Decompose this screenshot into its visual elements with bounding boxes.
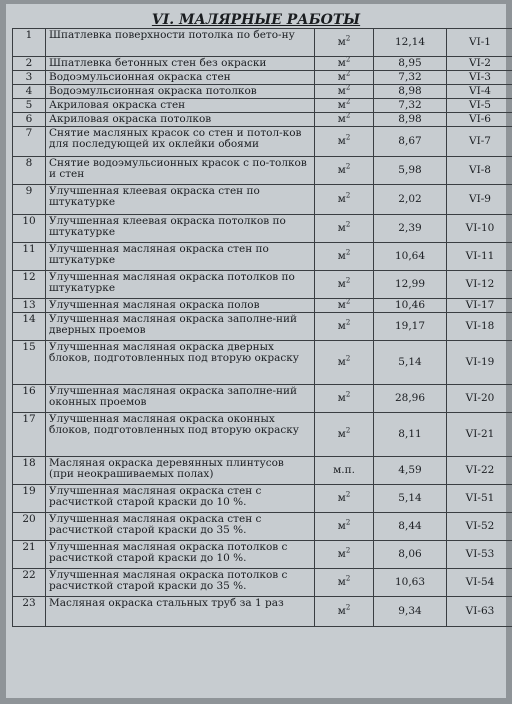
- row-number-text: 20: [22, 513, 36, 525]
- unit-text: м: [337, 164, 346, 176]
- reference-code: [447, 127, 512, 157]
- table-row: [13, 157, 512, 185]
- reference-code-text: VI-8: [469, 164, 491, 176]
- price-value: [374, 85, 447, 99]
- work-name: [46, 127, 315, 157]
- price-value: [374, 99, 447, 113]
- price-value-text: 10,46: [394, 299, 426, 311]
- reference-code-text: VI-18: [465, 320, 495, 332]
- unit-text: м: [337, 193, 346, 205]
- unit-text: м: [337, 428, 346, 440]
- reference-code: [447, 113, 512, 127]
- unit: [315, 127, 374, 157]
- price-value: [374, 29, 447, 57]
- row-number: [13, 215, 46, 243]
- row-number: [13, 569, 46, 597]
- work-name-text: Улучшенная масляная окраска потолков по штукатурке: [49, 271, 295, 294]
- work-name: [46, 457, 315, 485]
- work-name: [46, 569, 315, 597]
- row-number: [13, 385, 46, 413]
- unit: [315, 29, 374, 57]
- reference-code: [447, 513, 512, 541]
- unit: [315, 597, 374, 627]
- unit: [315, 215, 374, 243]
- price-value: [374, 113, 447, 127]
- reference-code: [447, 457, 512, 485]
- unit-exponent: 2: [345, 354, 351, 363]
- reference-code-text: VI-22: [465, 464, 495, 476]
- unit-exponent: 2: [345, 112, 351, 120]
- row-number: [13, 485, 46, 513]
- row-number: [13, 413, 46, 457]
- row-number-text: 16: [22, 385, 36, 397]
- unit-exponent: 2: [345, 490, 351, 499]
- unit: [315, 457, 374, 485]
- work-name: [46, 185, 315, 215]
- work-name-text: Улучшенная масляная окраска стен с расчисткой старой краски до 35 %.: [49, 513, 262, 536]
- table-row: [13, 569, 512, 597]
- price-table: [12, 28, 512, 627]
- row-number-text: 17: [22, 413, 36, 425]
- unit-exponent: 2: [345, 603, 351, 612]
- price-value: [374, 457, 447, 485]
- unit-exponent: 2: [345, 84, 351, 92]
- unit-text: м: [337, 520, 346, 532]
- unit-exponent: 2: [345, 56, 351, 64]
- price-value: [374, 243, 447, 271]
- price-list-sheet: [6, 4, 506, 698]
- work-name-text: Акриловая окраска стен: [49, 99, 186, 111]
- price-value-text: 8,44: [398, 520, 422, 532]
- work-name-text: Акриловая окраска потолков: [49, 113, 212, 125]
- reference-code-text: VI-12: [465, 278, 495, 290]
- row-number-text: 14: [22, 313, 36, 325]
- work-name: [46, 215, 315, 243]
- table-row: [13, 243, 512, 271]
- row-number-text: 8: [25, 157, 33, 169]
- row-number: [13, 85, 46, 99]
- reference-code: [447, 541, 512, 569]
- work-name: [46, 513, 315, 541]
- row-number-text: 3: [25, 71, 33, 83]
- unit: [315, 157, 374, 185]
- work-name-text: Шпатлевка бетонных стен без окраски: [49, 57, 267, 69]
- reference-code: [447, 569, 512, 597]
- work-name-text: Снятие водоэмульсионных красок с по-толков и стен: [49, 157, 307, 180]
- row-number-text: 1: [25, 29, 33, 41]
- price-value-text: 19,17: [394, 320, 426, 332]
- table-row: [13, 385, 512, 413]
- price-value-text: 8,11: [398, 428, 422, 440]
- price-value-text: 4,59: [398, 464, 422, 476]
- price-value-text: 10,64: [394, 250, 426, 262]
- unit-text: м: [337, 113, 346, 125]
- unit-text: м: [337, 71, 346, 83]
- unit-exponent: 2: [345, 191, 351, 200]
- unit: [315, 569, 374, 597]
- price-value: [374, 271, 447, 299]
- unit: [315, 541, 374, 569]
- unit-text: м.п.: [333, 464, 355, 476]
- row-number: [13, 113, 46, 127]
- price-value-text: 8,06: [398, 548, 422, 560]
- work-name-text: Улучшенная масляная окраска заполне-ний оконных проемов: [49, 385, 298, 408]
- row-number: [13, 185, 46, 215]
- unit-exponent: 2: [345, 426, 351, 435]
- price-value: [374, 127, 447, 157]
- unit-exponent: 2: [345, 518, 351, 527]
- row-number: [13, 243, 46, 271]
- price-value: [374, 299, 447, 313]
- reference-code: [447, 157, 512, 185]
- row-number: [13, 299, 46, 313]
- reference-code-text: VI-3: [469, 71, 491, 83]
- price-value-text: 7,32: [398, 99, 422, 111]
- unit-text: м: [337, 548, 346, 560]
- work-name: [46, 341, 315, 385]
- row-number: [13, 57, 46, 71]
- work-name: [46, 385, 315, 413]
- reference-code: [447, 243, 512, 271]
- row-number-text: 7: [25, 127, 33, 139]
- reference-code-text: VI-4: [469, 85, 491, 97]
- work-name-text: Улучшенная масляная окраска полов: [49, 299, 260, 311]
- unit: [315, 271, 374, 299]
- reference-code-text: VI-63: [465, 605, 495, 617]
- unit: [315, 485, 374, 513]
- row-number: [13, 541, 46, 569]
- work-name: [46, 57, 315, 71]
- row-number: [13, 157, 46, 185]
- reference-code: [447, 185, 512, 215]
- unit: [315, 513, 374, 541]
- price-value: [374, 569, 447, 597]
- unit-text: м: [337, 278, 346, 290]
- unit-text: м: [337, 299, 346, 311]
- reference-code: [447, 413, 512, 457]
- work-name-text: Масляная окраска стальных труб за 1 раз: [49, 597, 284, 609]
- unit-text: м: [337, 57, 346, 69]
- unit: [315, 413, 374, 457]
- work-name-text: Улучшенная масляная окраска потолков с расчисткой старой краски до 35 %.: [49, 569, 288, 592]
- reference-code: [447, 71, 512, 85]
- row-number: [13, 29, 46, 57]
- unit-exponent: 2: [345, 298, 351, 306]
- unit-text: м: [337, 605, 346, 617]
- unit: [315, 385, 374, 413]
- work-name: [46, 29, 315, 57]
- work-name-text: Улучшенная клеевая окраска потолков по штукатурке: [49, 215, 286, 238]
- unit-text: м: [337, 320, 346, 332]
- unit-exponent: 2: [345, 248, 351, 257]
- row-number-text: 18: [22, 457, 36, 469]
- reference-code-text: VI-53: [465, 548, 495, 560]
- work-name: [46, 485, 315, 513]
- work-name-text: Улучшенная масляная окраска дверных блоков, подготовленных под вторую окраску: [49, 341, 299, 364]
- unit-text: м: [337, 85, 346, 97]
- row-number-text: 15: [22, 341, 36, 353]
- price-value-text: 7,32: [398, 71, 422, 83]
- unit-text: м: [337, 356, 346, 368]
- unit-exponent: 2: [345, 133, 351, 142]
- work-name-text: Улучшенная масляная окраска стен с расчисткой старой краски до 10 %.: [49, 485, 262, 508]
- unit: [315, 113, 374, 127]
- price-value: [374, 157, 447, 185]
- price-value-text: 28,96: [394, 392, 426, 404]
- unit-exponent: 2: [345, 98, 351, 106]
- work-name-text: Шпатлевка поверхности потолка по бето-ну: [49, 29, 295, 41]
- row-number: [13, 513, 46, 541]
- row-number-text: 23: [22, 597, 36, 609]
- work-name-text: Снятие масляных красок со стен и потол-ков для последующей их оклейки обоями: [49, 127, 302, 150]
- row-number: [13, 271, 46, 299]
- unit: [315, 299, 374, 313]
- row-number: [13, 99, 46, 113]
- unit: [315, 99, 374, 113]
- table-row: [13, 341, 512, 385]
- work-name: [46, 541, 315, 569]
- work-name: [46, 99, 315, 113]
- work-name-text: Улучшенная масляная окраска оконных блоков, подготовленных под вторую окраску: [49, 413, 299, 436]
- unit-exponent: 2: [345, 276, 351, 285]
- reference-code-text: VI-6: [469, 113, 491, 125]
- unit-exponent: 2: [345, 546, 351, 555]
- work-name: [46, 597, 315, 627]
- price-value-text: 5,14: [398, 492, 422, 504]
- reference-code: [447, 271, 512, 299]
- row-number-text: 13: [22, 299, 36, 311]
- table-row: [13, 127, 512, 157]
- work-name-text: Водоэмульсионная окраска стен: [49, 71, 231, 83]
- table-row: [13, 185, 512, 215]
- price-value-text: 8,95: [398, 57, 422, 69]
- row-number-text: 19: [22, 485, 36, 497]
- price-value-text: 2,02: [398, 193, 422, 205]
- table-row: [13, 85, 512, 99]
- row-number-text: 2: [25, 57, 33, 69]
- work-name: [46, 299, 315, 313]
- price-value-text: 12,14: [394, 36, 426, 48]
- unit-exponent: 2: [345, 390, 351, 399]
- reference-code-text: VI-9: [469, 193, 491, 205]
- section-title: VI. МАЛЯРНЫЕ РАБОТЫ: [151, 12, 361, 28]
- work-name-text: Водоэмульсионная окраска потолков: [49, 85, 257, 97]
- price-value: [374, 541, 447, 569]
- unit-exponent: 2: [345, 220, 351, 229]
- reference-code: [447, 85, 512, 99]
- row-number-text: 4: [25, 85, 33, 97]
- reference-code-text: VI-11: [465, 250, 495, 262]
- price-value: [374, 385, 447, 413]
- table-row: [13, 299, 512, 313]
- table-row: [13, 413, 512, 457]
- reference-code: [447, 313, 512, 341]
- price-value-text: 5,98: [398, 164, 422, 176]
- unit-exponent: 2: [345, 34, 351, 43]
- work-name: [46, 271, 315, 299]
- reference-code: [447, 29, 512, 57]
- table-row: [13, 457, 512, 485]
- unit-text: м: [337, 222, 346, 234]
- table-row: [13, 513, 512, 541]
- price-value-text: 5,14: [398, 356, 422, 368]
- unit: [315, 185, 374, 215]
- table-row: [13, 29, 512, 57]
- table-row: [13, 485, 512, 513]
- row-number-text: 21: [22, 541, 36, 553]
- price-value: [374, 341, 447, 385]
- reference-code-text: VI-1: [469, 36, 491, 48]
- price-value: [374, 513, 447, 541]
- unit-text: м: [337, 392, 346, 404]
- reference-code-text: VI-17: [465, 299, 495, 311]
- table-row: [13, 597, 512, 627]
- price-value-text: 8,67: [398, 135, 422, 147]
- price-value-text: 10,63: [394, 576, 426, 588]
- unit-text: м: [337, 99, 346, 111]
- row-number-text: 11: [22, 243, 36, 255]
- unit-text: м: [337, 36, 346, 48]
- price-value-text: 9,34: [398, 605, 422, 617]
- work-name: [46, 243, 315, 271]
- table-row: [13, 113, 512, 127]
- row-number: [13, 71, 46, 85]
- reference-code-text: VI-10: [465, 222, 495, 234]
- reference-code-text: VI-2: [469, 57, 491, 69]
- price-value-text: 8,98: [398, 85, 422, 97]
- work-name: [46, 113, 315, 127]
- work-name: [46, 71, 315, 85]
- unit-exponent: 2: [345, 574, 351, 583]
- reference-code: [447, 299, 512, 313]
- price-value: [374, 597, 447, 627]
- reference-code: [447, 341, 512, 385]
- work-name: [46, 413, 315, 457]
- row-number: [13, 597, 46, 627]
- unit-text: м: [337, 135, 346, 147]
- table-row: [13, 99, 512, 113]
- unit-exponent: 2: [345, 162, 351, 171]
- table-row: [13, 215, 512, 243]
- reference-code-text: VI-54: [465, 576, 495, 588]
- reference-code-text: VI-52: [465, 520, 495, 532]
- reference-code-text: VI-51: [465, 492, 495, 504]
- price-value: [374, 485, 447, 513]
- unit: [315, 71, 374, 85]
- reference-code-text: VI-21: [465, 428, 495, 440]
- unit-text: м: [337, 576, 346, 588]
- price-value: [374, 313, 447, 341]
- work-name-text: Улучшенная масляная окраска заполне-ний дверных проемов: [49, 313, 298, 336]
- price-value-text: 2,39: [398, 222, 422, 234]
- work-name-text: Масляная окраска деревянных плинтусов (при неокрашиваемых полах): [49, 457, 284, 480]
- work-name-text: Улучшенная клеевая окраска стен по штукатурке: [49, 185, 260, 208]
- row-number-text: 12: [22, 271, 36, 283]
- price-value-text: 8,98: [398, 113, 422, 125]
- row-number-text: 9: [25, 185, 33, 197]
- unit-exponent: 2: [345, 318, 351, 327]
- unit: [315, 341, 374, 385]
- work-name: [46, 313, 315, 341]
- reference-code: [447, 385, 512, 413]
- row-number-text: 22: [22, 569, 36, 581]
- reference-code-text: VI-5: [469, 99, 491, 111]
- reference-code: [447, 57, 512, 71]
- table-row: [13, 57, 512, 71]
- reference-code-text: VI-20: [465, 392, 495, 404]
- table-row: [13, 271, 512, 299]
- unit: [315, 313, 374, 341]
- reference-code: [447, 99, 512, 113]
- table-row: [13, 541, 512, 569]
- unit-text: м: [337, 492, 346, 504]
- unit-text: м: [337, 250, 346, 262]
- price-value: [374, 185, 447, 215]
- unit: [315, 243, 374, 271]
- unit: [315, 57, 374, 71]
- unit: [315, 85, 374, 99]
- price-value: [374, 71, 447, 85]
- row-number: [13, 127, 46, 157]
- price-value-text: 12,99: [394, 278, 426, 290]
- work-name: [46, 157, 315, 185]
- table-row: [13, 71, 512, 85]
- reference-code: [447, 485, 512, 513]
- table-row: [13, 313, 512, 341]
- reference-code-text: VI-7: [469, 135, 491, 147]
- reference-code: [447, 215, 512, 243]
- unit-exponent: 2: [345, 70, 351, 78]
- row-number-text: 10: [22, 215, 36, 227]
- row-number-text: 5: [25, 99, 33, 111]
- price-value: [374, 57, 447, 71]
- work-name-text: Улучшенная масляная окраска стен по штукатурке: [49, 243, 269, 266]
- work-name-text: Улучшенная масляная окраска потолков с расчисткой старой краски до 10 %.: [49, 541, 288, 564]
- price-value: [374, 215, 447, 243]
- row-number-text: 6: [25, 113, 33, 125]
- row-number: [13, 313, 46, 341]
- row-number: [13, 457, 46, 485]
- reference-code: [447, 597, 512, 627]
- row-number: [13, 341, 46, 385]
- price-value: [374, 413, 447, 457]
- work-name: [46, 85, 315, 99]
- reference-code-text: VI-19: [465, 356, 495, 368]
